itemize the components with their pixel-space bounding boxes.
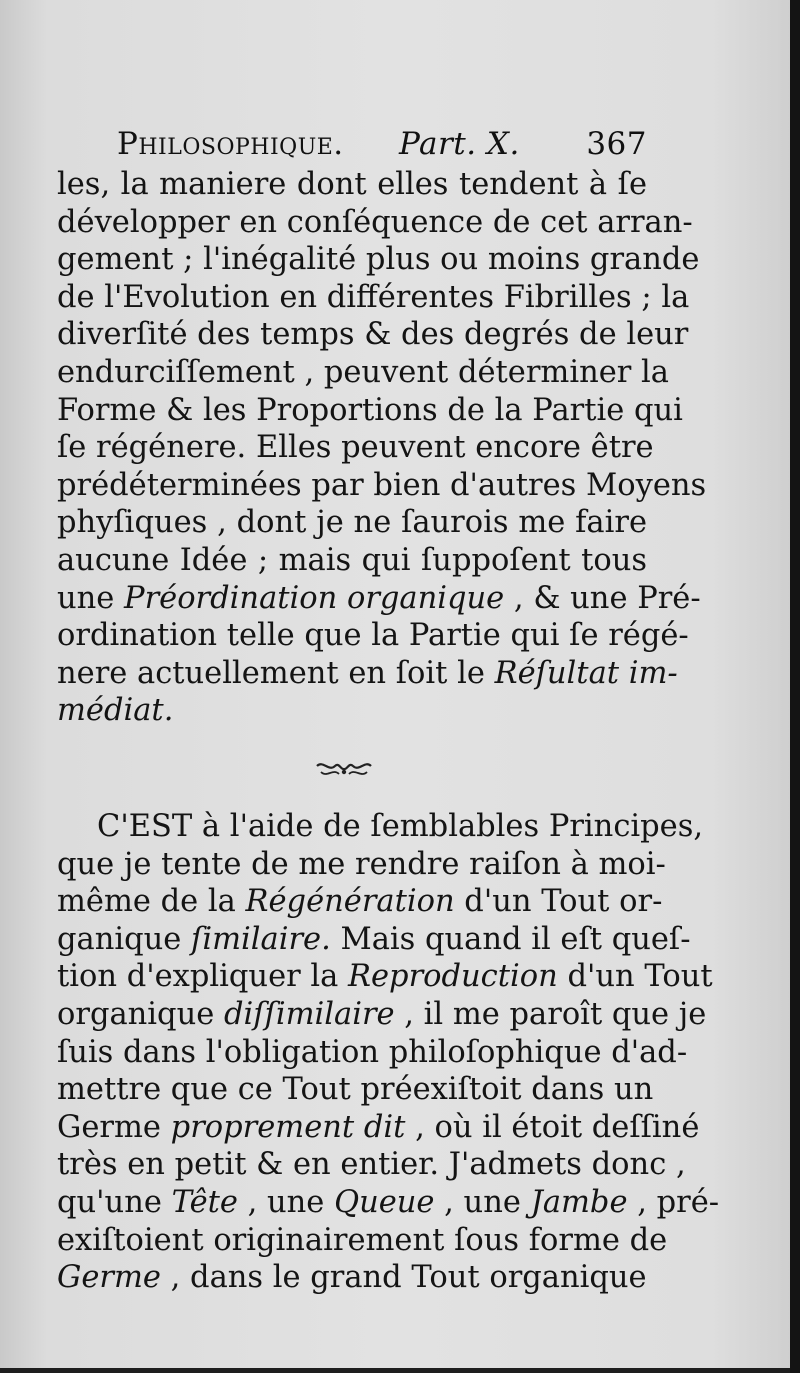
paragraph-2 (57, 808, 720, 1297)
text-line (57, 316, 689, 354)
italic-term: ſimilaire. (191, 921, 331, 957)
text-segment: , une (237, 1184, 335, 1220)
text-line (57, 617, 689, 655)
italic-term: Régénération (245, 884, 455, 920)
text-segment: à l'aide de ſemblables Principes, (192, 809, 704, 844)
text-segment: même de la (57, 884, 246, 920)
text-segment: de l'Evolution en différentes Fibrilles ; la (57, 279, 690, 315)
text-line (57, 580, 701, 618)
text-line (57, 1071, 654, 1109)
text-line (57, 996, 707, 1034)
text-line (57, 1222, 668, 1260)
italic-term: proprement dit (170, 1109, 406, 1145)
text-line (57, 166, 647, 204)
italic-term: médiat. (57, 693, 174, 729)
text-line (57, 808, 704, 846)
text-line (57, 354, 669, 392)
running-header (117, 126, 647, 170)
text-line (57, 1146, 686, 1184)
text-line (57, 542, 647, 580)
text-line (57, 1034, 688, 1072)
text-line (57, 921, 691, 959)
italic-term: Tête (171, 1184, 238, 1220)
text-segment: d'un Tout or- (454, 884, 663, 920)
text-line (57, 504, 647, 542)
text-segment: , une (434, 1184, 531, 1220)
text-line (57, 241, 700, 279)
paragraph-1 (57, 166, 707, 730)
drop-word: C'EST (97, 809, 193, 844)
text-segment: endurciſſement , peuvent déterminer la (57, 354, 669, 390)
text-line (57, 958, 713, 996)
text-segment: Mais quand il eſt queſ- (330, 921, 691, 957)
text-segment: , pré- (627, 1184, 720, 1220)
italic-term: Germe (57, 1260, 161, 1296)
text-line (57, 1184, 720, 1222)
text-line (57, 204, 693, 242)
text-segment: nere actuellement en ſoit le (57, 655, 495, 691)
text-line (57, 883, 663, 921)
text-segment: , où il étoit deſſiné (405, 1109, 700, 1145)
text-line (57, 429, 654, 467)
text-segment: diverſité des temps & des degrés de leur (57, 317, 689, 353)
text-line (57, 392, 683, 430)
text-line (57, 1109, 700, 1147)
text-segment: tion d'expliquer la (57, 959, 349, 995)
text-line (57, 467, 707, 505)
text-line (57, 846, 666, 884)
header-title: Philosophique. (117, 126, 344, 162)
text-segment: organique (57, 996, 224, 1032)
page-number: 367 (586, 126, 647, 162)
fleuron-ornament-icon (315, 758, 373, 780)
text-segment: ganique (57, 921, 192, 957)
text-segment: phyſiques , dont je ne ſaurois me faire (57, 505, 647, 541)
text-line (57, 279, 690, 317)
italic-term: Préordination organique (124, 580, 505, 616)
text-segment: les, la maniere dont elles tendent à ſe (57, 167, 647, 202)
text-segment: que je tente de me rendre raiſon à moi- (57, 846, 666, 882)
italic-term: Jambe (530, 1184, 628, 1220)
text-segment: Forme & les Proportions de la Partie qui (57, 392, 683, 428)
text-segment: prédéterminées par bien d'autres Moyens (57, 467, 707, 503)
text-segment: gement ; l'inégalité plus ou moins grande (57, 242, 700, 278)
text-segment: très en petit & en entier. J'admets donc , (57, 1147, 686, 1183)
scan-edge (790, 0, 800, 1373)
text-line (57, 655, 678, 693)
text-segment: mettre que ce Tout préexiſtoit dans un (57, 1072, 654, 1108)
italic-term: Queue (334, 1184, 435, 1220)
text-segment: développer en conſéquence de cet arran- (57, 204, 693, 240)
italic-term: diſſimilaire (223, 996, 395, 1032)
text-segment: Germe (57, 1109, 171, 1145)
text-segment: ſuis dans l'obligation philoſophique d'ad- (57, 1034, 688, 1070)
text-segment: exiſtoient originairement ſous forme de (57, 1222, 668, 1258)
text-segment: ſe régénere. Elles peuvent encore être (57, 430, 654, 466)
italic-term: Réſultat im- (494, 655, 678, 691)
text-line (57, 692, 647, 730)
italic-term: Reproduction (348, 959, 558, 995)
header-part: Part. X. (399, 126, 520, 162)
text-segment: d'un Tout (557, 959, 713, 995)
text-segment: , il me paroît que je (394, 996, 707, 1032)
text-segment: , dans le grand Tout organique (160, 1260, 647, 1296)
text-segment: qu'une (57, 1184, 172, 1220)
text-segment: , & une Pré- (504, 580, 701, 616)
text-segment: une (57, 580, 125, 616)
text-line (57, 1259, 647, 1297)
text-segment: ordination telle que la Partie qui ſe régé- (57, 618, 689, 654)
text-segment: aucune Idée ; mais qui ſuppoſent tous (57, 542, 647, 578)
